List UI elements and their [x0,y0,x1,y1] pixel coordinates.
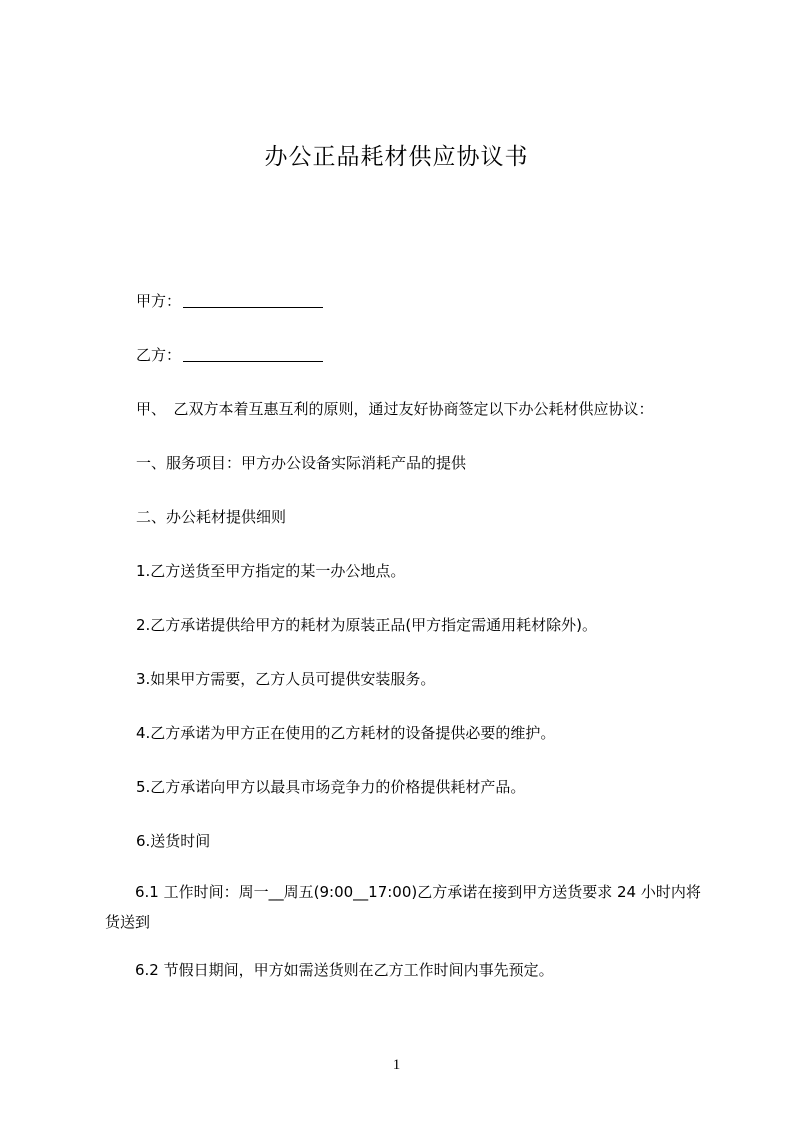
party-a-line [136,291,323,311]
clause-4: 4.乙方承诺为甲方正在使用的乙方耗材的设备提供必要的维护。 [136,724,556,742]
clause-6: 6.送货时间 [136,832,211,850]
party-a-label: 甲方： [136,292,182,310]
clause-6-2: 6.2 节假日期间，甲方如需送货则在乙方工作时间内事先预定。 [135,961,554,979]
clause-1: 1.乙方送货至甲方指定的某一办公地点。 [136,562,406,580]
clause-6-1: 6.1 工作时间：周一__周五(9:00__17:00)乙方承诺在接到甲方送货要求 24 小时内将货送到 [105,883,701,931]
intro-paragraph: 甲、 乙双方本着互惠互利的原则，通过友好协商签定以下办公耗材供应协议： [136,400,654,418]
section-heading-1: 一、服务项目：甲方办公设备实际消耗产品的提供 [136,454,467,472]
page-number: 1 [392,1057,401,1073]
party-a-blank [183,293,323,308]
clause-2: 2.乙方承诺提供给甲方的耗材为原装正品(甲方指定需通用耗材除外)。 [136,616,598,634]
document-title: 办公正品耗材供应协议书 [264,144,529,170]
clause-3: 3.如果甲方需要，乙方人员可提供安装服务。 [136,670,436,688]
section-heading-2: 二、办公耗材提供细则 [136,508,287,526]
party-b-label: 乙方： [136,346,182,364]
party-b-blank [183,347,323,362]
party-b-line [136,345,323,365]
clause-5: 5.乙方承诺向甲方以最具市场竞争力的价格提供耗材产品。 [136,778,526,796]
